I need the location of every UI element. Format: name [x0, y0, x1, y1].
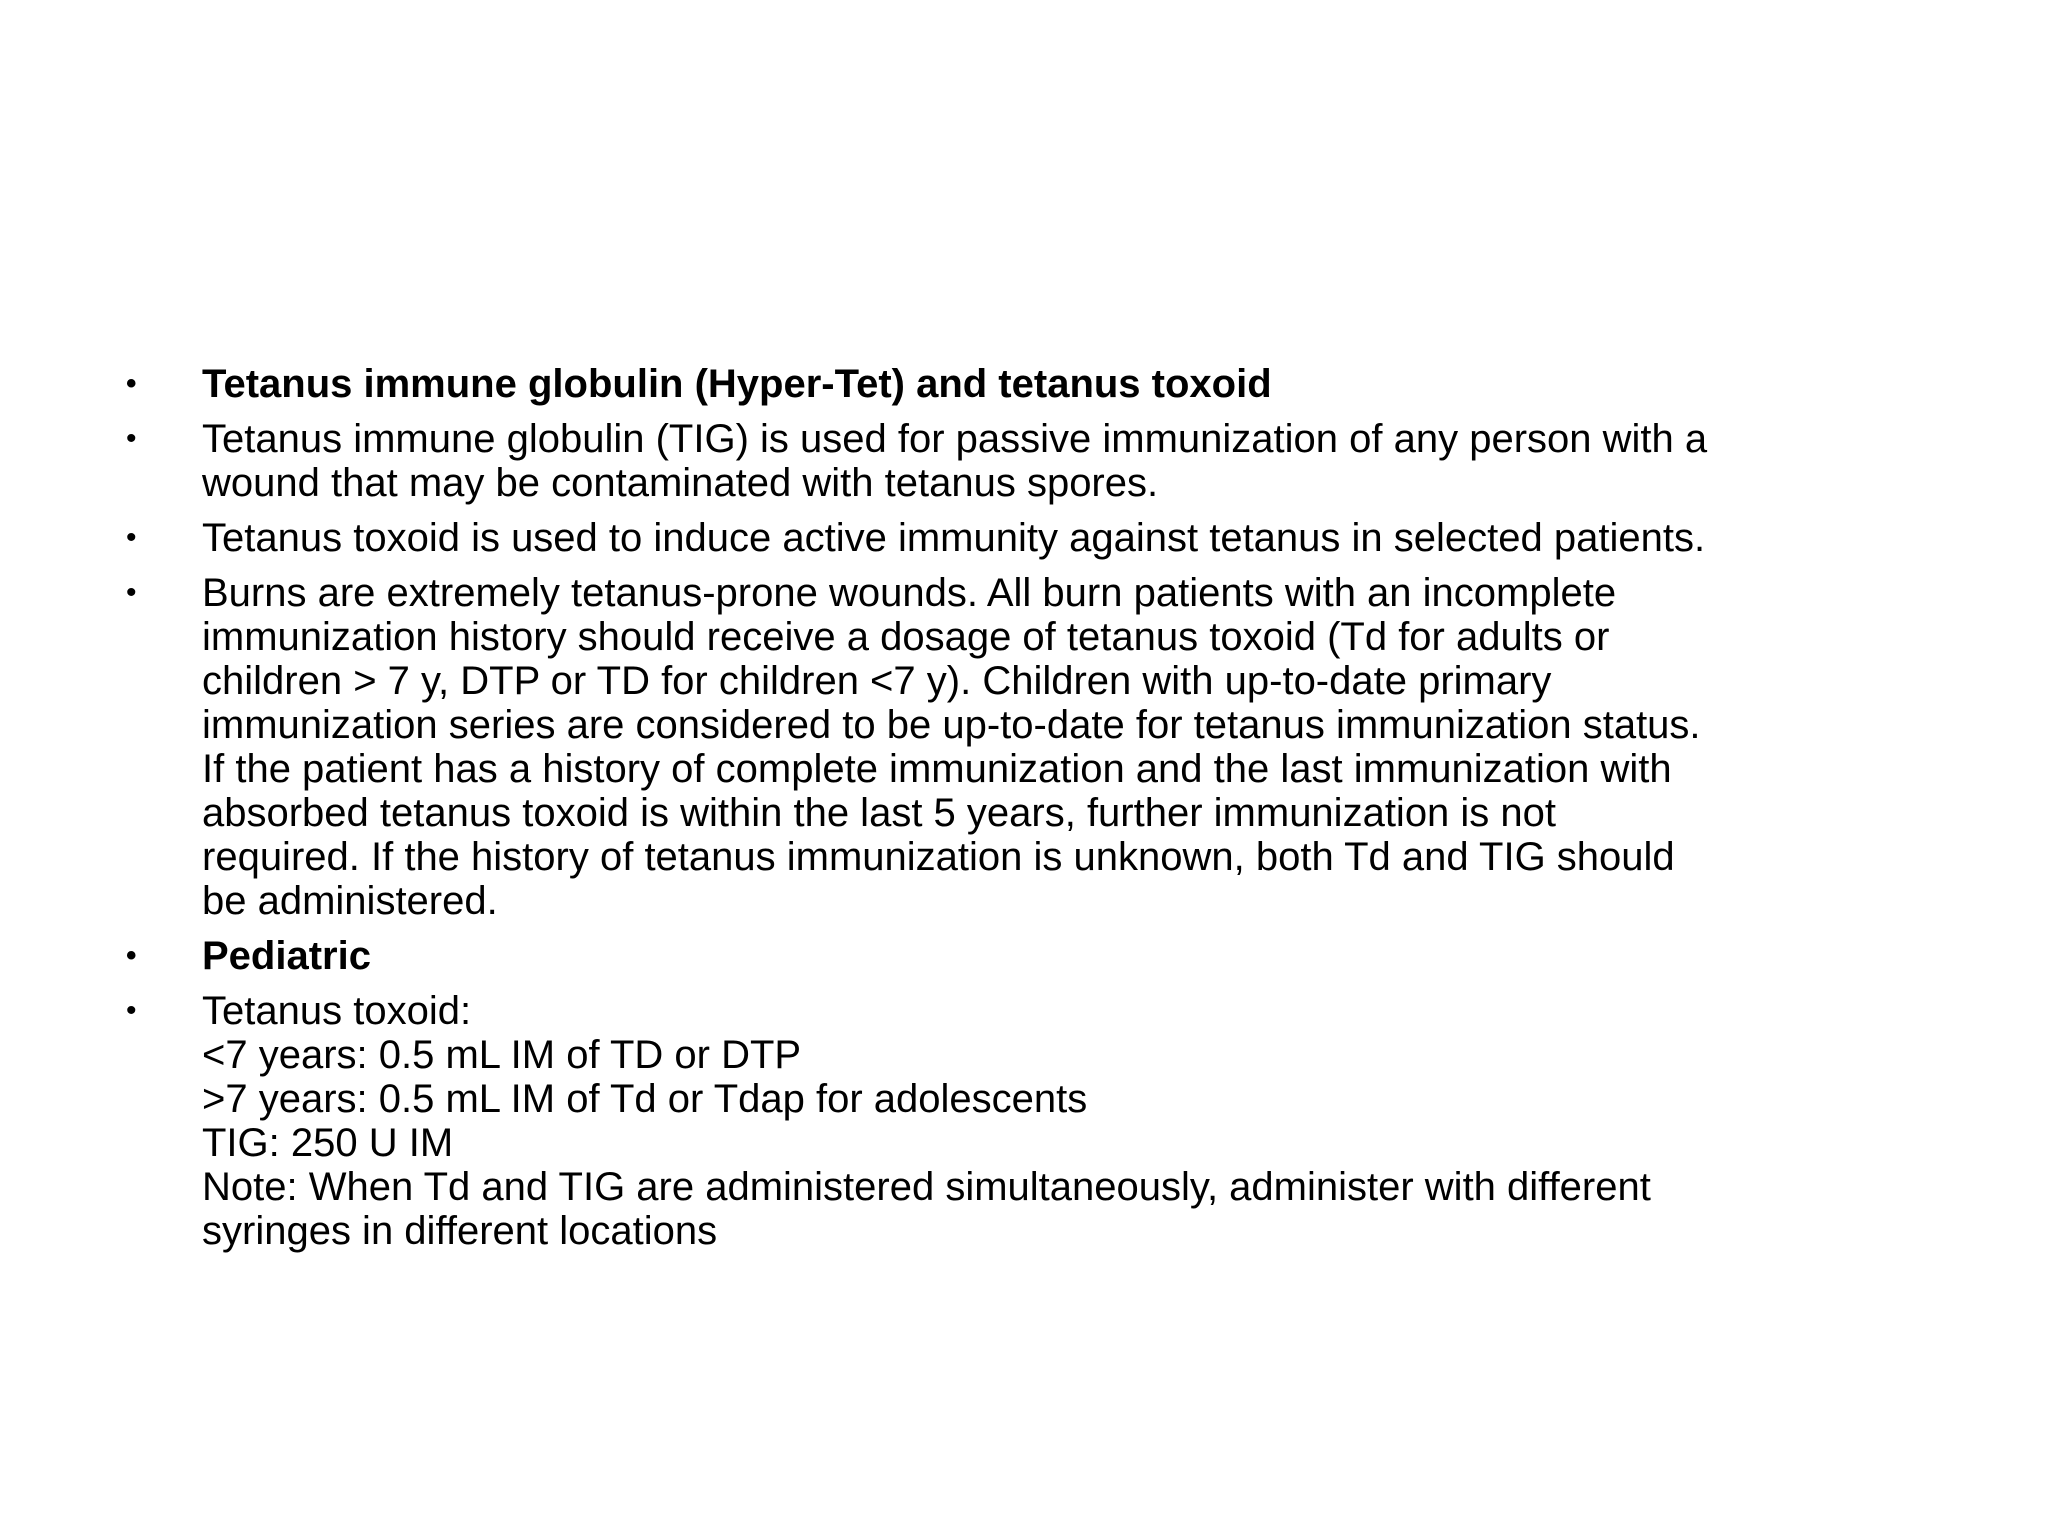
bullet-text: Burns are extremely tetanus-prone wounds. All burn patients with an incomplete immunization history should receive a dosage of tetanus toxoid (Td for adults or children > 7 y, DTP or TD for children <7 y). Children with up-to-date primary immunization series are considered to be up-to-date for tetanus immunization status. If the patient has a history of complete immunization and the last immunization with absorbed tetanus toxoid is within the last 5 years, further immunization is not required. If the history of tetanus immunization is unknown, both Td and TIG should be administered. — [202, 571, 1701, 923]
bullet-dot-icon: • — [126, 939, 137, 972]
bullet-text: Tetanus toxoid is used to induce active immunity against tetanus in selected patients. — [202, 516, 1706, 560]
bullet-list — [120, 362, 1980, 1264]
bullet-item-heading-tetanus — [120, 362, 1980, 406]
bullet-dot-icon: • — [126, 422, 137, 455]
bullet-dot-icon: • — [126, 576, 137, 609]
bullet-text: Pediatric — [202, 934, 371, 978]
bullet-dot-icon: • — [126, 521, 137, 554]
bullet-item-pediatric-dosing — [120, 989, 1980, 1253]
bullet-item-heading-pediatric — [120, 934, 1980, 978]
bullet-item-toxoid-active — [120, 516, 1980, 560]
bullet-dot-icon: • — [126, 994, 137, 1027]
bullet-item-tig-passive — [120, 417, 1980, 505]
bullet-text: Tetanus toxoid: <7 years: 0.5 mL IM of TD or DTP >7 years: 0.5 mL IM of Td or Tdap for adolescents TIG: 250 U IM Note: When Td and TIG are administered simultaneously, administer with different syringes in different locations — [202, 989, 1651, 1253]
bullet-text: Tetanus immune globulin (TIG) is used for passive immunization of any person with a wound that may be contaminated with tetanus spores. — [202, 417, 1708, 505]
bullet-item-burns — [120, 571, 1980, 923]
bullet-dot-icon: • — [126, 367, 137, 400]
bullet-text: Tetanus immune globulin (Hyper-Tet) and tetanus toxoid — [202, 362, 1272, 406]
